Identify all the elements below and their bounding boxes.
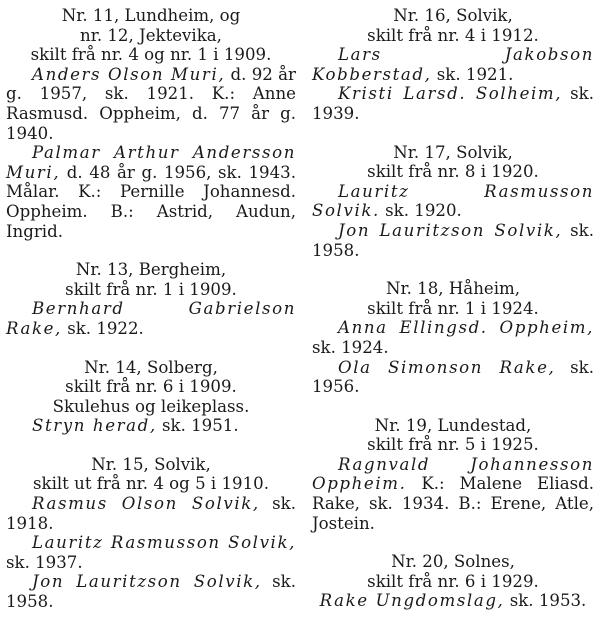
heading-line: Nr. 16, Solvik,: [393, 6, 513, 25]
owner-name: Bernhard Gabrielson Rake,: [6, 299, 296, 338]
owner-record: [6, 416, 296, 436]
heading-line: Nr. 17, Solvik,: [393, 142, 513, 162]
heading-line: skilt ut frå nr. 4 og 5 i 1910.: [33, 474, 269, 494]
owner-name: Rasmus Olson Solvik,: [32, 494, 260, 514]
owner-record: [312, 318, 594, 357]
owner-details: sk. 1953.: [504, 591, 587, 611]
owner-record: [312, 182, 594, 221]
heading-line: Nr. 18, Håheim,: [385, 279, 521, 299]
owner-details: sk. 1939.: [312, 84, 594, 123]
heading-line: Skulehus og leikeplass.: [52, 396, 250, 416]
heading-line: Nr. 20, Solnes,: [391, 552, 515, 572]
entry-heading: [6, 358, 296, 417]
entry-heading: [6, 260, 296, 299]
owner-details: sk. 1951.: [156, 416, 239, 436]
owner-name: Anders Olson Muri,: [32, 64, 226, 84]
heading-line: nr. 12, Jektevika,: [80, 25, 222, 45]
heading-line: skilt frå nr. 5 i 1925.: [367, 435, 539, 455]
owner-name: Kristi Larsd. Solheim,: [338, 84, 563, 104]
owner-name: Ragnvald Johannesson Oppheim.: [312, 454, 594, 494]
entry-heading: [312, 552, 594, 591]
entry-heading: [312, 279, 594, 318]
owner-name: Anna Ellingsd. Oppheim,: [338, 318, 594, 338]
heading-line: Nr. 11, Lundheim, og: [61, 6, 241, 25]
owner-record: [6, 494, 296, 533]
owner-record: [312, 45, 594, 84]
farm-entry: [6, 260, 296, 338]
owner-name: Jon Lauritzson Solvik,: [32, 572, 262, 592]
owner-details: d. 92 år g. 1957, sk. 1921. K.: Anne Rasmusd. Oppheim, d. 77 år g. 1940.: [6, 64, 296, 143]
entry-heading: [6, 6, 296, 65]
farm-entry: [6, 6, 296, 241]
owner-record: [312, 221, 594, 260]
owner-details: sk. 1921.: [431, 64, 514, 84]
owner-record: [6, 143, 296, 241]
owner-details: sk. 1937.: [6, 552, 83, 572]
owner-name: Lauritz Rasmusson Solvik,: [32, 533, 296, 553]
entry-heading: [312, 143, 594, 182]
heading-line: Nr. 15, Solvik,: [91, 454, 211, 474]
heading-line: skilt frå nr. 4 og nr. 1 i 1909.: [30, 45, 272, 65]
owner-name: Stryn herad,: [32, 416, 157, 436]
farm-entry: [312, 6, 594, 124]
owner-record: [6, 299, 296, 338]
owner-details: K.: Malene Eliasd. Rake, sk. 1934. B.: Erene, Atle, Jostein.: [312, 474, 594, 533]
entry-heading: [6, 455, 296, 494]
owner-name: Palmar Arthur Andersson Muri,: [6, 143, 296, 182]
owner-details: sk. 1956.: [312, 357, 595, 397]
heading-line: Nr. 19, Lundestad,: [374, 415, 532, 435]
owner-details: sk. 1920.: [379, 201, 462, 221]
owner-record: [312, 358, 594, 397]
heading-line: Nr. 13, Bergheim,: [75, 260, 227, 280]
owner-record: [312, 84, 594, 123]
owner-name: Jon Lauritzson Solvik,: [338, 220, 563, 240]
owner-name: Lars Jakobson Kobberstad,: [312, 45, 594, 84]
owner-record: [6, 572, 296, 611]
owner-record: [6, 533, 296, 572]
owner-details: sk. 1918.: [6, 494, 296, 533]
owner-details: sk. 1958.: [312, 220, 594, 260]
farm-entry: [312, 416, 594, 534]
left-column: [6, 6, 296, 631]
farm-entry: [6, 358, 296, 436]
farm-entry: [312, 552, 594, 611]
farm-entry: [312, 279, 594, 397]
heading-line: skilt frå nr. 6 i 1909.: [65, 377, 237, 397]
owner-name: Lauritz Rasmusson Solvik.: [312, 181, 594, 221]
heading-line: Nr. 14, Solberg,: [84, 357, 218, 377]
entry-heading: [312, 6, 594, 45]
heading-line: skilt frå nr. 8 i 1920.: [367, 162, 539, 182]
right-column: [312, 6, 594, 630]
owner-details: sk. 1922.: [61, 318, 144, 338]
owner-name: Rake Ungdomslag,: [319, 591, 505, 611]
farm-entry: [312, 143, 594, 261]
heading-line: skilt frå nr. 6 i 1929.: [367, 571, 539, 591]
farm-entry: [6, 455, 296, 612]
heading-line: skilt frå nr. 1 i 1909.: [65, 279, 237, 299]
owner-name: Ola Simonson Rake,: [338, 357, 556, 377]
owner-record: [312, 591, 594, 611]
entry-heading: [312, 416, 594, 455]
owner-details: sk. 1958.: [6, 572, 297, 612]
heading-line: skilt frå nr. 4 i 1912.: [367, 25, 539, 45]
owner-details: sk. 1924.: [312, 337, 389, 357]
owner-record: [6, 65, 296, 143]
owner-details: d. 48 år g. 1956, sk. 1943. Målar. K.: Pernille Johannesd. Oppheim. B.: Astrid, Audun, Ingrid.: [6, 162, 296, 241]
heading-line: skilt frå nr. 1 i 1924.: [367, 298, 539, 318]
owner-record: [312, 455, 594, 533]
